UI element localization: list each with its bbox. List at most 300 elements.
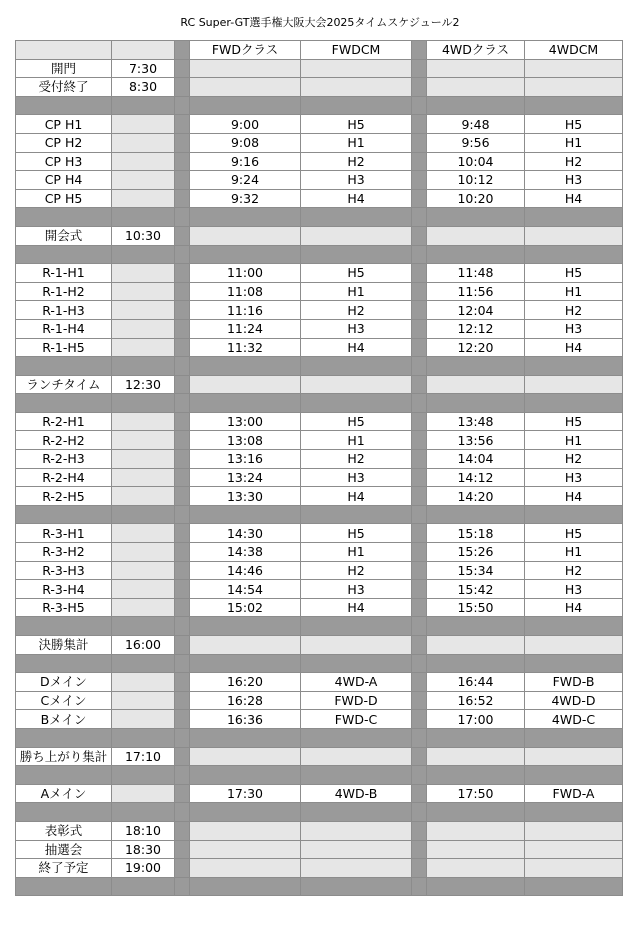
spacer-cell <box>525 245 623 264</box>
spacer-cell <box>427 394 525 413</box>
empty-cell <box>525 78 623 97</box>
heat-row <box>16 319 623 338</box>
spacer-row <box>16 357 623 376</box>
spacer-cell <box>427 877 525 896</box>
spacer-cell <box>175 617 190 636</box>
schedule-title: RC Super-GT選手権大阪大会2025タイムスケジュール2 <box>180 16 460 29</box>
empty-cell <box>427 636 525 655</box>
spacer-cell <box>16 617 112 636</box>
event-time: 19:00 <box>112 859 175 878</box>
column-separator <box>175 282 190 301</box>
fwd-class-time: 13:30 <box>190 487 301 506</box>
heat-label: Bメイン <box>16 710 112 729</box>
4wd-class-time: 10:20 <box>427 189 525 208</box>
column-separator <box>412 41 427 60</box>
empty-cell <box>525 59 623 78</box>
event-row <box>16 59 623 78</box>
column-separator <box>412 189 427 208</box>
heat-label: R-2-H1 <box>16 412 112 431</box>
4wd-cm-value: H1 <box>525 431 623 450</box>
heat-row <box>16 282 623 301</box>
event-time: 18:30 <box>112 840 175 859</box>
fwd-cm-value: H2 <box>301 301 412 320</box>
column-separator <box>175 636 190 655</box>
empty-time-cell <box>112 561 175 580</box>
spacer-cell <box>525 803 623 822</box>
4wd-cm-value: H1 <box>525 133 623 152</box>
empty-cell <box>301 226 412 245</box>
heat-label: R-3-H3 <box>16 561 112 580</box>
event-time: 18:10 <box>112 821 175 840</box>
empty-time-cell <box>112 580 175 599</box>
fwd-cm-value: H4 <box>301 598 412 617</box>
heat-label: R-1-H4 <box>16 319 112 338</box>
empty-cell <box>427 840 525 859</box>
heat-label: R-3-H1 <box>16 524 112 543</box>
4wd-cm-value: H3 <box>525 319 623 338</box>
spacer-cell <box>427 617 525 636</box>
event-row <box>16 636 623 655</box>
spacer-cell <box>175 208 190 227</box>
4wd-cm-value: H4 <box>525 338 623 357</box>
column-separator <box>175 524 190 543</box>
spacer-cell <box>412 505 427 524</box>
column-separator <box>412 78 427 97</box>
heat-row <box>16 691 623 710</box>
spacer-cell <box>412 245 427 264</box>
4wd-class-time: 12:04 <box>427 301 525 320</box>
fwd-class-time: 9:32 <box>190 189 301 208</box>
fwd-class-time: 11:24 <box>190 319 301 338</box>
4wd-class-time: 17:00 <box>427 710 525 729</box>
empty-time-cell <box>112 673 175 692</box>
empty-time-cell <box>112 450 175 469</box>
empty-cell <box>525 747 623 766</box>
spacer-cell <box>412 877 427 896</box>
4wd-class-time: 13:56 <box>427 431 525 450</box>
column-separator <box>412 859 427 878</box>
event-time: 12:30 <box>112 375 175 394</box>
heat-row <box>16 784 623 803</box>
column-separator <box>175 338 190 357</box>
empty-cell <box>427 78 525 97</box>
4wd-cm-value: 4WD-D <box>525 691 623 710</box>
spacer-cell <box>190 617 301 636</box>
spacer-cell <box>301 617 412 636</box>
spacer-cell <box>175 505 190 524</box>
heat-label: Aメイン <box>16 784 112 803</box>
column-separator <box>412 840 427 859</box>
event-label: 開門 <box>16 59 112 78</box>
event-row <box>16 859 623 878</box>
column-separator <box>175 821 190 840</box>
fwd-cm-value: H3 <box>301 319 412 338</box>
spacer-cell <box>301 728 412 747</box>
spacer-cell <box>112 394 175 413</box>
column-separator <box>412 152 427 171</box>
empty-cell <box>301 859 412 878</box>
column-separator <box>412 487 427 506</box>
empty-cell <box>525 859 623 878</box>
event-time: 7:30 <box>112 59 175 78</box>
fwd-cm-value: H1 <box>301 282 412 301</box>
4wd-class-time: 9:56 <box>427 133 525 152</box>
4wd-cm-value: H1 <box>525 282 623 301</box>
spacer-cell <box>112 245 175 264</box>
fwd-cm-value: 4WD-B <box>301 784 412 803</box>
4wd-class-time: 17:50 <box>427 784 525 803</box>
heat-label: R-1-H1 <box>16 264 112 283</box>
fwd-cm-value: H2 <box>301 450 412 469</box>
heat-row <box>16 580 623 599</box>
column-separator <box>412 431 427 450</box>
spacer-cell <box>190 654 301 673</box>
spacer-cell <box>112 654 175 673</box>
spacer-cell <box>525 728 623 747</box>
empty-cell <box>190 859 301 878</box>
column-separator <box>175 152 190 171</box>
fwd-class-time: 11:00 <box>190 264 301 283</box>
column-separator <box>175 171 190 190</box>
fwd-cm-value: H4 <box>301 338 412 357</box>
4wd-cm-value: 4WD-C <box>525 710 623 729</box>
4wd-cm-value: H2 <box>525 301 623 320</box>
spacer-row <box>16 803 623 822</box>
empty-cell <box>525 636 623 655</box>
event-label: 勝ち上がり集計 <box>16 747 112 766</box>
4wd-cm-value: H5 <box>525 412 623 431</box>
empty-time-cell <box>112 691 175 710</box>
4wd-class-time: 9:48 <box>427 115 525 134</box>
column-separator <box>175 710 190 729</box>
fwd-cm-value: FWD-C <box>301 710 412 729</box>
heat-row <box>16 412 623 431</box>
spacer-cell <box>525 357 623 376</box>
spacer-cell <box>16 357 112 376</box>
empty-cell <box>525 226 623 245</box>
empty-time-cell <box>112 264 175 283</box>
spacer-cell <box>16 877 112 896</box>
spacer-cell <box>175 394 190 413</box>
spacer-cell <box>175 245 190 264</box>
spacer-cell <box>427 245 525 264</box>
spacer-row <box>16 877 623 896</box>
spacer-cell <box>16 766 112 785</box>
spacer-cell <box>525 208 623 227</box>
spacer-cell <box>427 505 525 524</box>
heat-row <box>16 152 623 171</box>
4wd-class-time: 12:12 <box>427 319 525 338</box>
empty-time-cell <box>112 598 175 617</box>
spacer-cell <box>112 728 175 747</box>
heat-label: R-1-H5 <box>16 338 112 357</box>
fwd-cm-value: FWD-D <box>301 691 412 710</box>
4wd-class-time: 15:34 <box>427 561 525 580</box>
4wd-class-time: 15:18 <box>427 524 525 543</box>
column-separator <box>175 580 190 599</box>
spacer-cell <box>412 803 427 822</box>
column-separator <box>412 450 427 469</box>
spacer-cell <box>16 728 112 747</box>
spacer-cell <box>190 766 301 785</box>
heat-row <box>16 673 623 692</box>
column-separator <box>412 636 427 655</box>
fwd-class-time: 16:28 <box>190 691 301 710</box>
4wd-class-time: 15:50 <box>427 598 525 617</box>
4wd-cm-value: FWD-A <box>525 784 623 803</box>
column-separator <box>175 375 190 394</box>
heat-label: R-2-H2 <box>16 431 112 450</box>
fwd-class-time: 9:16 <box>190 152 301 171</box>
column-separator <box>412 133 427 152</box>
header-blank-time <box>112 41 175 60</box>
spacer-cell <box>301 877 412 896</box>
column-separator <box>175 543 190 562</box>
4wd-cm-value: H2 <box>525 450 623 469</box>
spacer-cell <box>412 208 427 227</box>
spacer-cell <box>190 394 301 413</box>
column-separator <box>412 673 427 692</box>
fwd-cm-value: H1 <box>301 431 412 450</box>
empty-cell <box>301 375 412 394</box>
event-row <box>16 747 623 766</box>
column-separator <box>175 412 190 431</box>
spacer-cell <box>190 728 301 747</box>
column-separator <box>175 226 190 245</box>
heat-label: Cメイン <box>16 691 112 710</box>
column-separator <box>175 747 190 766</box>
empty-cell <box>190 821 301 840</box>
empty-cell <box>525 840 623 859</box>
spacer-cell <box>301 766 412 785</box>
spacer-cell <box>525 877 623 896</box>
event-label: ランチタイム <box>16 375 112 394</box>
column-separator <box>412 747 427 766</box>
column-separator <box>175 468 190 487</box>
spacer-cell <box>301 96 412 115</box>
fwd-class-time: 14:46 <box>190 561 301 580</box>
event-label: 開会式 <box>16 226 112 245</box>
event-time: 10:30 <box>112 226 175 245</box>
heat-label: R-2-H4 <box>16 468 112 487</box>
column-separator <box>175 784 190 803</box>
spacer-cell <box>190 357 301 376</box>
empty-time-cell <box>112 524 175 543</box>
column-separator <box>175 561 190 580</box>
column-separator <box>412 691 427 710</box>
4wd-class-time: 10:04 <box>427 152 525 171</box>
4wd-class-time: 11:48 <box>427 264 525 283</box>
heat-row <box>16 264 623 283</box>
spacer-cell <box>175 654 190 673</box>
column-separator <box>175 598 190 617</box>
spacer-cell <box>427 96 525 115</box>
event-time: 17:10 <box>112 747 175 766</box>
empty-time-cell <box>112 115 175 134</box>
column-separator <box>175 115 190 134</box>
spacer-cell <box>301 803 412 822</box>
empty-time-cell <box>112 487 175 506</box>
empty-cell <box>301 747 412 766</box>
empty-cell <box>190 226 301 245</box>
4wd-cm-value: H2 <box>525 561 623 580</box>
heat-row <box>16 431 623 450</box>
spacer-cell <box>175 766 190 785</box>
spacer-cell <box>190 877 301 896</box>
spacer-cell <box>301 208 412 227</box>
fwd-cm-value: H1 <box>301 543 412 562</box>
heat-row <box>16 115 623 134</box>
spacer-cell <box>525 394 623 413</box>
fwd-cm-value: 4WD-A <box>301 673 412 692</box>
empty-cell <box>301 821 412 840</box>
event-time: 8:30 <box>112 78 175 97</box>
column-separator <box>175 41 190 60</box>
spacer-cell <box>175 877 190 896</box>
4wd-class-time: 16:44 <box>427 673 525 692</box>
4wd-cm-value: H3 <box>525 468 623 487</box>
spacer-cell <box>112 803 175 822</box>
column-separator <box>175 450 190 469</box>
column-separator <box>175 431 190 450</box>
empty-cell <box>190 636 301 655</box>
spacer-cell <box>112 357 175 376</box>
heat-row <box>16 524 623 543</box>
fwd-class-time: 16:20 <box>190 673 301 692</box>
spacer-cell <box>427 766 525 785</box>
spacer-cell <box>301 357 412 376</box>
fwd-cm-value: H1 <box>301 133 412 152</box>
empty-cell <box>301 840 412 859</box>
spacer-cell <box>525 766 623 785</box>
schedule-table <box>15 40 623 896</box>
4wd-cm-value: FWD-B <box>525 673 623 692</box>
empty-time-cell <box>112 171 175 190</box>
spacer-cell <box>175 357 190 376</box>
column-separator <box>175 319 190 338</box>
fwd-class-time: 9:24 <box>190 171 301 190</box>
spacer-cell <box>190 505 301 524</box>
column-separator <box>175 189 190 208</box>
empty-cell <box>427 859 525 878</box>
4wd-class-time: 11:56 <box>427 282 525 301</box>
empty-cell <box>427 59 525 78</box>
column-separator <box>412 115 427 134</box>
heat-row <box>16 710 623 729</box>
header-fwd-class: FWDクラス <box>190 41 301 60</box>
heat-label: R-2-H3 <box>16 450 112 469</box>
fwd-cm-value: H5 <box>301 524 412 543</box>
heat-label: CP H3 <box>16 152 112 171</box>
fwd-class-time: 9:00 <box>190 115 301 134</box>
column-separator <box>412 580 427 599</box>
spacer-cell <box>412 728 427 747</box>
empty-time-cell <box>112 282 175 301</box>
fwd-cm-value: H3 <box>301 580 412 599</box>
spacer-cell <box>301 654 412 673</box>
column-separator <box>412 543 427 562</box>
spacer-cell <box>412 357 427 376</box>
heat-row <box>16 543 623 562</box>
heat-label: R-1-H3 <box>16 301 112 320</box>
fwd-class-time: 11:08 <box>190 282 301 301</box>
spacer-cell <box>525 617 623 636</box>
empty-cell <box>301 59 412 78</box>
column-separator <box>412 784 427 803</box>
4wd-cm-value: H1 <box>525 543 623 562</box>
4wd-class-time: 12:20 <box>427 338 525 357</box>
column-separator <box>175 264 190 283</box>
fwd-cm-value: H4 <box>301 189 412 208</box>
column-separator <box>412 282 427 301</box>
heat-row <box>16 301 623 320</box>
header-blank-label <box>16 41 112 60</box>
fwd-class-time: 13:16 <box>190 450 301 469</box>
fwd-class-time: 11:32 <box>190 338 301 357</box>
fwd-cm-value: H5 <box>301 115 412 134</box>
empty-time-cell <box>112 468 175 487</box>
column-separator <box>412 59 427 78</box>
spacer-cell <box>112 766 175 785</box>
spacer-cell <box>190 208 301 227</box>
spacer-cell <box>16 803 112 822</box>
heat-row <box>16 561 623 580</box>
spacer-row <box>16 728 623 747</box>
column-separator <box>412 375 427 394</box>
spacer-cell <box>427 208 525 227</box>
spacer-cell <box>412 394 427 413</box>
empty-time-cell <box>112 543 175 562</box>
4wd-cm-value: H4 <box>525 598 623 617</box>
4wd-class-time: 14:04 <box>427 450 525 469</box>
spacer-cell <box>175 728 190 747</box>
4wd-cm-value: H4 <box>525 487 623 506</box>
spacer-row <box>16 505 623 524</box>
column-separator <box>412 301 427 320</box>
event-label: 表彰式 <box>16 821 112 840</box>
heat-label: R-3-H2 <box>16 543 112 562</box>
4wd-class-time: 13:48 <box>427 412 525 431</box>
fwd-class-time: 14:30 <box>190 524 301 543</box>
empty-time-cell <box>112 412 175 431</box>
empty-time-cell <box>112 710 175 729</box>
4wd-cm-value: H5 <box>525 264 623 283</box>
empty-time-cell <box>112 431 175 450</box>
fwd-cm-value: H4 <box>301 487 412 506</box>
empty-time-cell <box>112 319 175 338</box>
empty-cell <box>190 59 301 78</box>
column-separator <box>412 264 427 283</box>
spacer-cell <box>301 505 412 524</box>
event-row <box>16 840 623 859</box>
spacer-cell <box>16 394 112 413</box>
event-label: 受付終了 <box>16 78 112 97</box>
heat-row <box>16 598 623 617</box>
column-separator <box>412 710 427 729</box>
empty-cell <box>525 821 623 840</box>
column-separator <box>175 691 190 710</box>
event-label: 抽選会 <box>16 840 112 859</box>
heat-row <box>16 338 623 357</box>
4wd-class-time: 14:20 <box>427 487 525 506</box>
spacer-cell <box>190 245 301 264</box>
fwd-cm-value: H2 <box>301 561 412 580</box>
4wd-cm-value: H3 <box>525 171 623 190</box>
fwd-class-time: 9:08 <box>190 133 301 152</box>
heat-row <box>16 450 623 469</box>
spacer-cell <box>190 803 301 822</box>
spacer-row <box>16 245 623 264</box>
